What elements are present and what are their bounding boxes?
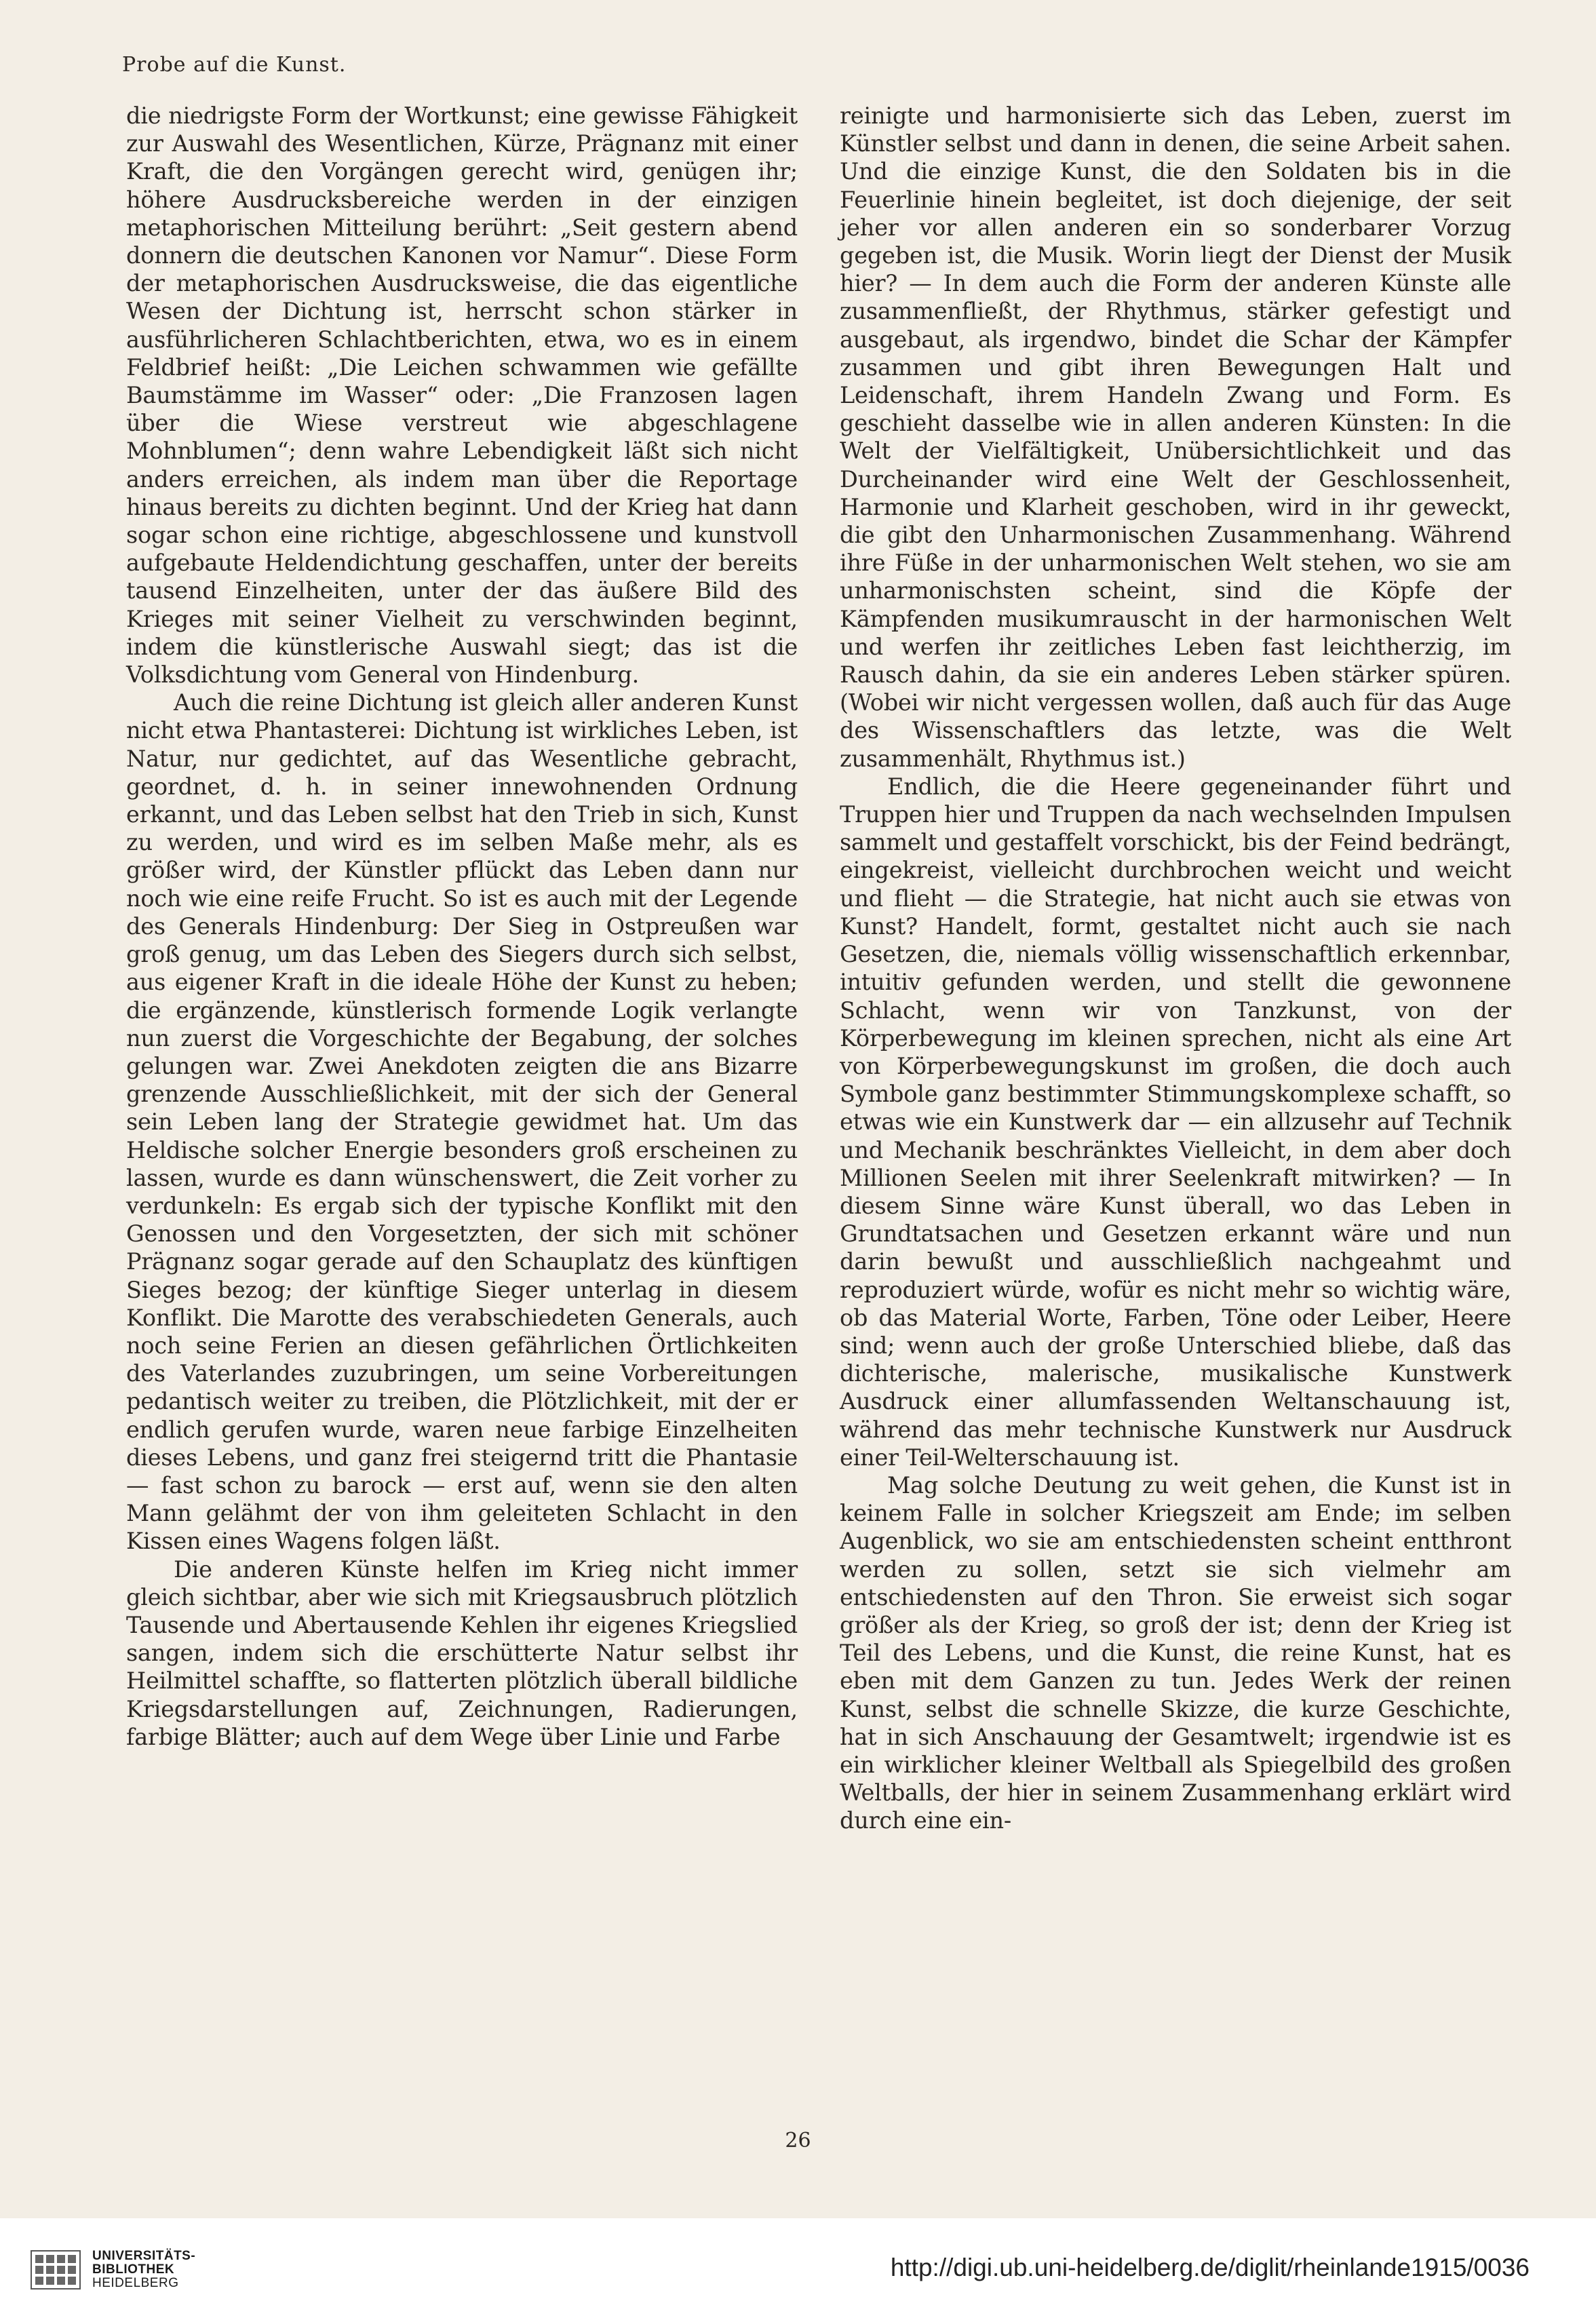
right-text-column [840,102,1511,1835]
running-head: Probe auf die Kunst. [122,53,347,77]
left-text-column [126,102,798,1751]
page-number: 26 [785,2129,811,2152]
paragraph: reinigte und harmonisierte sich das Leben, zuerst im Künstler selbst und dann in denen, die seine Arbeit sahen. Und die einzige Kunst, die den Soldaten bis in die Feuerlinie hinein begleitet, ist doch diejenige, der seit jeher vor allen anderen ein so sonderbarer Vorzug gegeben ist, die Musik. Worin liegt der Dienst der Musik hier? — In dem auch die Form der anderen Künste alle zusammenfließt, der Rhythmus, stärker gefestigt und ausgebaut, als irgendwo, bindet die Schar der Kämpfer zusammen und gibt ihren Bewegungen Halt und Leidenschaft, ihrem Handeln Zwang und Form. Es geschieht dasselbe wie in allen anderen Künsten: In die Welt der Vielfältigkeit, Unübersichtlichkeit und das Durcheinander wird eine Welt der Geschlossenheit, Harmonie und Klarheit geschoben, wird in ihr geweckt, die gibt den Unharmonischen Zusammenhang. Während ihre Füße in der unharmonischen Welt stehen, wo sie am unharmonischsten scheint, sind die Köpfe der Kämpfenden musikumrauscht in der harmonischen Welt und werfen ihr zeitliches Leben fast leichtherzig, im Rausch dahin, da sie ein anderes Leben stärker spüren. (Wobei wir nicht vergessen wollen, daß auch für das Auge des Wissenschaftlers das letzte, was die Welt zusammenhält, Rhythmus ist.) [840,102,1511,772]
library-name [92,2249,195,2290]
library-line: BIBLIOTHEK [92,2262,175,2277]
paragraph: Endlich, die die Heere gegeneinander führt und Truppen hier und Truppen da nach wechselnden Impulsen sammelt und gestaffelt vorschickt, bis der Feind bedrängt, eingekreist, vielleicht durchbrochen weicht und weicht und flieht — die Strategie, hat nicht auch sie etwas von Kunst? Handelt, formt, gestaltet nicht auch sie nach Gesetzen, die, niemals völlig wissenschaftlich erkennbar, intuitiv gefunden werden, und stellt die gewonnene Schlacht, wenn wir von Tanzkunst, von der Körperbewegung im kleinen sprechen, nicht als eine Art von Körperbewegungskunst im großen, die doch auch Symbole ganz bestimmter Stimmungskomplexe schafft, so etwas wie ein Kunstwerk dar — ein allzusehr auf Technik und Mechanik beschränktes Vielleicht, in dem aber doch Millionen Seelen mit ihrer Seelenkraft mitwirken? — In diesem Sinne wäre Kunst überall, wo das Leben in Grundtatsachen und Gesetzen erkannt wäre und nun darin bewußt und ausschließlich nachgeahmt und reproduziert würde, wofür es nicht mehr so wichtig wäre, ob das Material Worte, Farben, Töne oder Leiber, Heere sind; wenn auch der große Unterschied bliebe, daß das dichterische, malerische, musikalische Kunstwerk Ausdruck einer allumfassenden Weltanschauung ist, während das mehr technische Kunstwerk nur Ausdruck einer Teil-Welterschauung ist. [840,773,1511,1471]
library-line: HEIDELBERG [92,2276,179,2290]
footer-bar [0,2218,1596,2318]
source-url-link[interactable]: http://digi.ub.uni-heidelberg.de/diglit/rheinlande1915/0036 [890,2254,1530,2281]
university-seal-icon [30,2249,81,2290]
paragraph: Mag solche Deutung zu weit gehen, die Kunst ist in keinem Falle in solcher Kriegszeit am Ende; im selben Augenblick, wo sie am entschiedensten scheint entthront werden zu sollen, setzt sie sich vielmehr am entschiedensten auf den Thron. Sie erweist sich sogar größer als der Krieg, so groß der ist; denn der Krieg ist Teil des Lebens, und die Kunst, die reine Kunst, hat es eben mit dem Ganzen zu tun. Jedes Werk der reinen Kunst, selbst die schnelle Skizze, die kurze Geschichte, hat in sich Anschauung der Gesamtwelt; irgendwie ist es ein wirklicher kleiner Weltball als Spiegelbild des großen Weltballs, der hier in seinem Zusammenhang erklärt wird durch eine ein- [840,1471,1511,1834]
paragraph: Die anderen Künste helfen im Krieg nicht immer gleich sichtbar, aber wie sich mit Kriegsausbruch plötzlich Tausende und Abertausende Kehlen ihr eigenes Kriegslied sangen, indem sich die erschütterte Natur selbst ihr Heilmittel schaffte, so flatterten plötzlich überall bildliche Kriegsdarstellungen auf, Zeichnungen, Radierungen, farbige Blätter; auch auf dem Wege über Linie und Farbe [126,1556,798,1750]
paragraph: Auch die reine Dichtung ist gleich aller anderen Kunst nicht etwa Phantasterei: Dichtung ist wirkliches Leben, ist Natur, nur gedichtet, auf das Wesentliche gebracht, geordnet, d. h. in seiner innewohnenden Ordnung erkannt, und das Leben selbst hat den Trieb in sich, Kunst zu werden, und wird es im selben Maße mehr, als es größer wird, der Künstler pflückt das Leben dann nur noch wie eine reife Frucht. So ist es auch mit der Legende des Generals Hindenburg: Der Sieg in Ostpreußen war groß genug, um das Leben des Siegers durch sich selbst, aus eigener Kraft in die ideale Höhe der Kunst zu heben; die ergänzende, künstlerisch formende Logik verlangte nun zuerst die Vorgeschichte der Begabung, der solches gelungen war. Zwei Anekdoten zeigten die ans Bizarre grenzende Ausschließlichkeit, mit der sich der General sein Leben lang der Strategie gewidmet hat. Um das Heldische solcher Energie besonders groß erscheinen zu lassen, wurde es dann wünschenswert, die Zeit vorher zu verdunkeln: Es ergab sich der typische Konflikt mit den Genossen und den Vorgesetzten, der sich mit schöner Prägnanz sogar gerade auf den Schauplatz des künftigen Sieges bezog; der künftige Sieger unterlag in diesem Konflikt. Die Marotte des verabschiedeten Generals, auch noch seine Ferien an diesen gefährlichen Örtlichkeiten des Vaterlandes zuzubringen, um seine Vorbereitungen pedantisch weiter zu treiben, die Plötzlichkeit, mit der er endlich gerufen wurde, waren neue farbige Einzelheiten dieses Lebens, und ganz frei steigernd tritt die Phantasie — fast schon zu barock — erst auf, wenn sie den alten Mann gelähmt der von ihm geleiteten Schlacht in den Kissen eines Wagens folgen läßt. [126,689,798,1555]
paragraph: die niedrigste Form der Wortkunst; eine gewisse Fähigkeit zur Auswahl des Wesentlichen, Kürze, Prägnanz mit einer Kraft, die den Vorgängen gerecht wird, genügen ihr; höhere Ausdrucksbereiche werden in der einzigen metaphorischen Mitteilung berührt: „Seit gestern abend donnern die deutschen Kanonen vor Namur“. Diese Form der metaphorischen Ausdrucksweise, die das eigentliche Wesen der Dichtung ist, herrscht schon stärker in ausführlicheren Schlachtberichten, etwa, wo es in einem Feldbrief heißt: „Die Leichen schwammen wie gefällte Baumstämme im Wasser“ oder: „Die Franzosen lagen über die Wiese verstreut wie abgeschlagene Mohnblumen“; denn wahre Lebendigkeit läßt sich nicht anders erreichen, als indem man über die Reportage hinaus bereits zu dichten beginnt. Und der Krieg hat dann sogar schon eine richtige, abgeschlossene und kunstvoll aufgebaute Heldendichtung geschaffen, unter der bereits tausend Einzelheiten, unter der das äußere Bild des Krieges mit seiner Vielheit zu verschwinden beginnt, indem die künstlerische Auswahl siegt; das ist die Volksdichtung vom General von Hindenburg. [126,102,798,689]
library-line: UNIVERSITÄTS- [92,2249,196,2263]
